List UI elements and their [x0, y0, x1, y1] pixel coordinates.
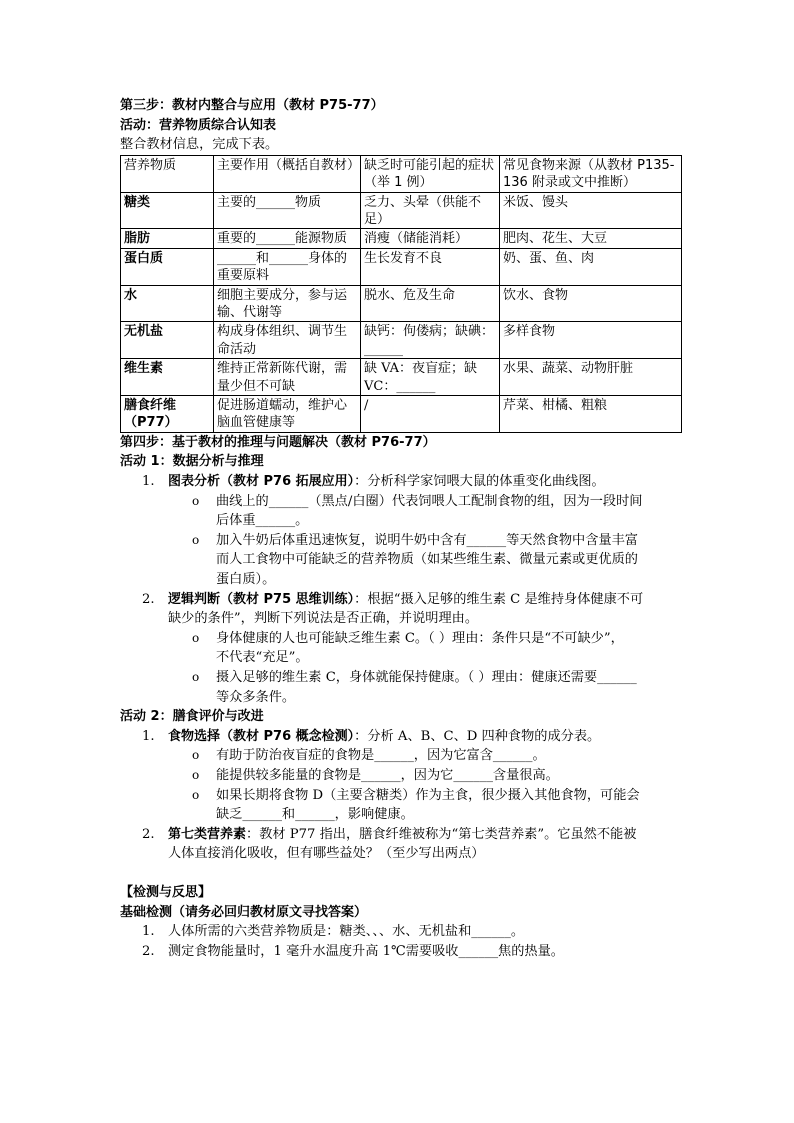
- table-row: [121, 359, 682, 396]
- table-cell: 无机盐: [121, 322, 214, 359]
- sub-item-line: 缺乏______和______，影响健康。: [216, 807, 414, 823]
- sub-item-line: 蛋白质）。: [216, 572, 276, 588]
- table-cell: 消瘦（储能消耗）: [361, 229, 500, 248]
- sub-item-line: 加入牛奶后体重迅速恢复，说明牛奶中含有______等天然食物中含量丰富: [216, 532, 638, 548]
- table-cell: 构成身体组织、调节生命活动: [214, 322, 361, 359]
- step3-title: 第三步：教材内整合与应用（教材 P75-77）: [120, 98, 384, 113]
- item-number: 1.: [142, 474, 155, 490]
- item-heading: 第七类营养素: [168, 826, 247, 842]
- table-cell: 水: [121, 285, 214, 322]
- item-number: 1.: [142, 728, 155, 744]
- item-text: 人体所需的六类营养物质是：糖类、、、水、无机盐和______。: [168, 924, 525, 940]
- sub-item: [120, 746, 682, 766]
- table-cell: 水果、蔬菜、动物肝脏: [500, 359, 682, 396]
- sub-item-line: 能提供较多能量的食物是______，因为它______含量很高。: [216, 767, 559, 783]
- sub-item-line: 不代表“充足”。: [216, 650, 309, 666]
- table-cell: 主要的______物质: [214, 192, 361, 229]
- bullet-icon: o: [192, 532, 200, 547]
- table-row: [121, 229, 682, 248]
- nutrient-table: [120, 155, 682, 433]
- table-cell: 糖类: [121, 192, 214, 229]
- sub-item-line: 后体重______。: [216, 513, 309, 529]
- document-page: [120, 96, 682, 961]
- table-cell: 缺 VA：夜盲症；缺 VC：______: [361, 359, 500, 396]
- header-cell: 常见食物来源（从教材 P135-136 附录或文中推断）: [500, 155, 682, 192]
- item-heading: 食物选择（教材 P76 概念检测）: [168, 728, 355, 744]
- table-cell: 缺钙：佝偻病；缺碘：______: [361, 322, 500, 359]
- table-cell: 脱水、危及生命: [361, 285, 500, 322]
- list-item: [120, 942, 682, 962]
- table-cell: 多样食物: [500, 322, 682, 359]
- table-cell: 肥肉、花生、大豆: [500, 229, 682, 248]
- table-cell: 细胞主要成分，参与运输、代谢等: [214, 285, 361, 322]
- table-cell: 脂肪: [121, 229, 214, 248]
- review-title: 【检测与反思】: [120, 884, 212, 900]
- table-cell: 维生素: [121, 359, 214, 396]
- basic-check-title: 基础检测（请务必回归教材原文寻找答案）: [120, 904, 368, 920]
- table-row: [121, 192, 682, 229]
- activity1-title: 活动 1：数据分析与推理: [120, 454, 264, 470]
- table-cell: /: [361, 396, 500, 433]
- item-text: ：分析 A、B、C、D 四种食物的成分表。: [354, 728, 601, 744]
- sub-item: [120, 531, 682, 590]
- item-text: ：分析科学家饲喂大鼠的体重变化曲线图。: [354, 474, 605, 490]
- table-row: [121, 248, 682, 285]
- step4-title: 第四步：基于教材的推理与问题解决（教材 P76-77）: [120, 434, 436, 450]
- list-item: [120, 922, 682, 942]
- sub-item: [120, 492, 682, 531]
- table-row: [121, 285, 682, 322]
- table-cell: 重要的______能源物质: [214, 229, 361, 248]
- activity2-title: 活动 2：膳食评价与改进: [120, 709, 264, 725]
- sub-item: [120, 668, 682, 707]
- list-item: [120, 590, 682, 629]
- table-cell: 促进肠道蠕动，维护心脑血管健康等: [214, 396, 361, 433]
- sub-item-line: 曲线上的______（黑点/白圈）代表饲喂人工配制食物的组，因为一段时间: [216, 493, 643, 509]
- item-number: 2.: [142, 943, 155, 959]
- table-cell: 生长发育不良: [361, 248, 500, 285]
- sub-item: [120, 786, 682, 825]
- sub-item: [120, 629, 682, 668]
- bullet-icon: o: [192, 787, 200, 802]
- item-text: ：根据“摄入足够的维生素 C 是维持身体健康不可: [354, 591, 644, 607]
- sub-item: [120, 766, 682, 786]
- item-number: 2.: [142, 826, 155, 842]
- sub-item-line: 摄入足够的维生素 C，身体就能保持健康。（ ）理由：健康还需要______: [216, 670, 637, 685]
- step3-instruction: 整合教材信息，完成下表。: [120, 137, 279, 153]
- table-cell: 饮水、食物: [500, 285, 682, 322]
- header-cell: 主要作用（概括自教材）: [214, 155, 361, 192]
- table-cell: 芹菜、柑橘、粗粮: [500, 396, 682, 433]
- sub-item-line: 有助于防治夜盲症的食物是______，因为它富含______。: [216, 748, 546, 764]
- table-row: [121, 322, 682, 359]
- list-item: [120, 727, 682, 747]
- item-text-cont: 缺少的条件”，判断下列说法是否正确，并说明理由。: [168, 611, 479, 627]
- sub-item-line: 等众多条件。: [216, 689, 296, 705]
- table-cell: 膳食纤维（P77）: [121, 396, 214, 433]
- item-text: ：教材 P77 指出，膳食纤维被称为“第七类营养素”。它虽然不能被: [246, 826, 637, 842]
- table-cell: 奶、蛋、鱼、肉: [500, 248, 682, 285]
- table-header-row: [121, 155, 682, 192]
- item-number: 1.: [142, 924, 155, 940]
- table-cell: 维持正常新陈代谢，需量少但不可缺: [214, 359, 361, 396]
- bullet-icon: o: [192, 630, 200, 645]
- step3-activity: 活动：营养物质综合认知表: [120, 117, 277, 133]
- item-number: 2.: [142, 591, 155, 607]
- table-cell: 乏力、头晕（供能不足）: [361, 192, 500, 229]
- item-text: 测定食物能量时，1 毫升水温度升高 1℃需要吸收______焦的热量。: [168, 943, 564, 959]
- sub-item-line: 身体健康的人也可能缺乏维生素 C。（ ）理由：条件只是“不可缺少”，: [216, 630, 624, 646]
- sub-item-line: 而人工食物中可能缺乏的营养物质（如某些维生素、微量元素或更优质的: [216, 552, 638, 568]
- table-cell: 蛋白质: [121, 248, 214, 285]
- table-cell: ______和______身体的重要原料: [214, 248, 361, 285]
- item-text-cont: 人体直接消化吸收，但有哪些益处？（至少写出两点）: [168, 846, 485, 862]
- list-item: [120, 472, 682, 492]
- header-cell: 营养物质: [121, 155, 214, 192]
- item-heading: 逻辑判断（教材 P75 思维训练）: [168, 591, 355, 607]
- header-cell: 缺乏时可能引起的症状（举 1 例）: [361, 155, 500, 192]
- bullet-icon: o: [192, 767, 200, 782]
- table-cell: 米饭、馒头: [500, 192, 682, 229]
- bullet-icon: o: [192, 748, 200, 763]
- list-item: [120, 825, 682, 864]
- sub-item-line: 如果长期将食物 D（主要含糖类）作为主食，很少摄入其他食物，可能会: [216, 787, 640, 803]
- item-heading: 图表分析（教材 P76 拓展应用）: [168, 474, 355, 490]
- table-row: [121, 396, 682, 433]
- bullet-icon: o: [192, 670, 200, 684]
- bullet-icon: o: [192, 493, 200, 508]
